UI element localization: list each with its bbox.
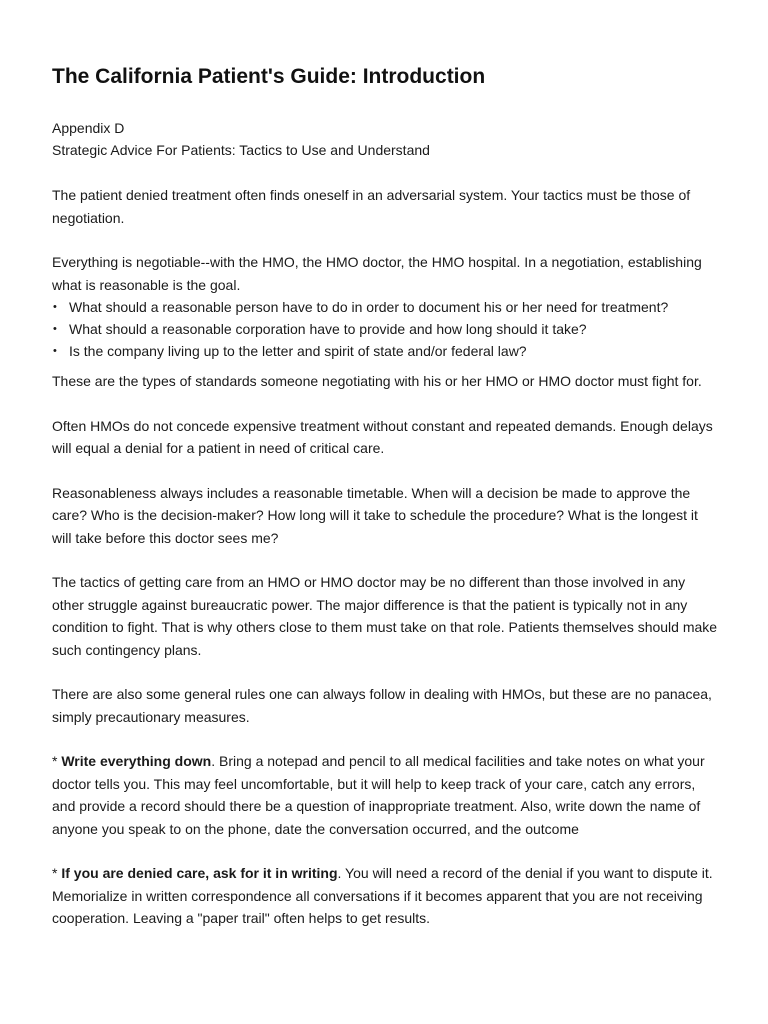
list-item: • Is the company living up to the letter and spirit of state and/or federal law?	[69, 340, 718, 362]
paragraph-standards: These are the types of standards someone negotiating with his or her HMO or HMO doctor must fight for.	[52, 373, 702, 389]
paragraph-adversarial: The patient denied treatment often finds oneself in an adversarial system. Your tactics must be those of negotiation.	[52, 187, 691, 226]
rule-write-down	[52, 750, 718, 840]
rule-heading: Write everything down	[61, 753, 212, 769]
paragraph-general-rules: There are also some general rules one can always follow in dealing with HMOs, but these are no panacea, simply precautionary measures.	[52, 686, 712, 725]
paragraph-tactics: The tactics of getting care from an HMO or HMO doctor may be no different than those involved in any other struggle against bureaucratic power. The major difference is that the patient is typically not in any condition to fight. That is why others close to them must take on that role. Patients themselves should make such contingency plans.	[52, 574, 718, 658]
rule-heading: If you are denied care, ask for it in writing	[61, 865, 338, 881]
rule-ask-in-writing	[52, 862, 718, 930]
page-title: The California Patient's Guide: Introduction	[52, 65, 486, 88]
rule-text: . Bring a notepad and pencil to all medical facilities and take notes on what your doctor tells you. This may feel uncomfortable, but it will help to keep track of your care, catch any errors, and provide a record should there be a question of inappropriate treatment. Also, write down the name of anyone you speak to on the phone, date the conversation occurred, and the outcome	[52, 753, 705, 837]
appendix-label: Appendix D	[52, 120, 125, 136]
list-item: • What should a reasonable corporation have to provide and how long should it take?	[69, 318, 718, 340]
appendix-header	[52, 117, 718, 161]
paragraph-delays: Often HMOs do not concede expensive treatment without constant and repeated demands. Enough delays will equal a denial for a patient in need of critical care.	[52, 417, 713, 456]
rule-text: . You will need a record of the denial if you want to dispute it. Memorialize in written correspondence all conversations if it becomes apparent that you are not receiving cooperation. Leaving a "paper trail" often helps to get results.	[52, 865, 713, 926]
questions-list	[52, 296, 718, 362]
appendix-subtitle: Strategic Advice For Patients: Tactics to Use and Understand	[52, 142, 430, 158]
paragraph-timetable: Reasonableness always includes a reasonable timetable. When will a decision be made to approve the care? Who is the decision-maker? How long will it take to schedule the procedure? What is the longest it will take before this doctor sees me?	[52, 484, 698, 546]
paragraph-negotiable: Everything is negotiable--with the HMO, the HMO doctor, the HMO hospital. In a negotiation, establishing what is reasonable is the goal.	[52, 254, 702, 293]
rule-prefix: *	[52, 753, 62, 769]
rule-prefix: *	[52, 865, 62, 881]
list-item: • What should a reasonable person have to do in order to document his or her need for treatment?	[69, 296, 718, 318]
document-page	[52, 62, 718, 930]
